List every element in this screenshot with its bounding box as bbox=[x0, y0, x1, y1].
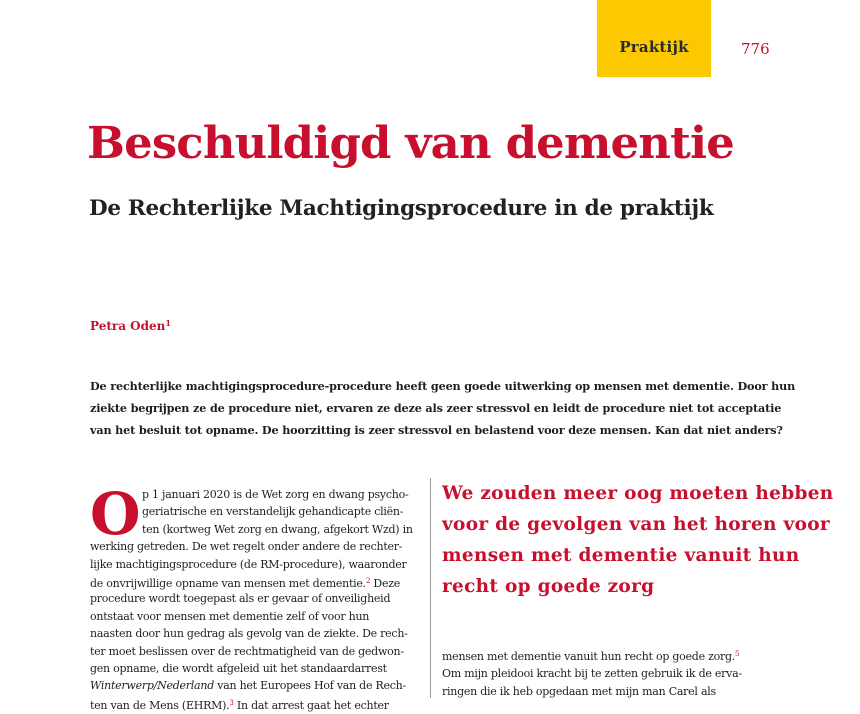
body-text: ten van de Mens (EHRM). bbox=[90, 698, 230, 712]
body-line: werking getreden. De wet regelt onder andere de rechter- bbox=[90, 540, 403, 554]
case-citation: Winterwerp/Nederland bbox=[90, 679, 214, 693]
section-tab bbox=[597, 0, 711, 77]
body-text: Deze bbox=[370, 576, 401, 590]
body-line: ontstaat voor mensen met dementie zelf of voor hun bbox=[90, 609, 370, 623]
pull-quote-line: mensen met dementie vanuit hun bbox=[442, 545, 800, 566]
author-name: Petra Oden bbox=[90, 319, 166, 333]
body-text: In dat arrest gaat het echter bbox=[236, 698, 389, 712]
body-line: gen opname, die wordt afgeleid uit het standaardarrest bbox=[90, 661, 387, 675]
body-text: mensen met dementie vanuit hun recht op goede zorg. bbox=[442, 650, 736, 663]
body-line: naasten door hun gedrag als gevolg van de ziekte. De rech- bbox=[90, 627, 408, 641]
pull-quote-line: We zouden meer oog moeten hebben bbox=[442, 483, 834, 504]
footnote-ref-2[interactable]: 2 bbox=[365, 576, 371, 585]
author-footnote-ref[interactable]: 1 bbox=[165, 318, 171, 328]
pull-quote bbox=[442, 478, 842, 602]
column-divider bbox=[430, 478, 431, 698]
page-number: 776 bbox=[741, 40, 770, 58]
body-line: ter moet beslissen over de rechtmatigheid van de gedwon- bbox=[90, 644, 404, 658]
body-line bbox=[90, 677, 418, 694]
body-line bbox=[442, 646, 782, 665]
body-line: Om mijn pleidooi kracht bij te zetten gebruik ik de erva- bbox=[442, 667, 742, 681]
article-subtitle: De Rechterlijke Machtigingsprocedure in de praktijk bbox=[89, 196, 714, 221]
body-column-left bbox=[90, 480, 418, 712]
lead-line: De rechterlijke machtigingsprocedure-procedure heeft geen goede uitwerking op mensen met dementie. Door hun bbox=[90, 379, 796, 393]
body-column-right bbox=[442, 646, 782, 700]
author-byline bbox=[90, 318, 171, 333]
pull-quote-line: voor de gevolgen van het horen voor bbox=[442, 514, 830, 535]
body-text: van het Europees Hof van de Rech- bbox=[217, 679, 406, 693]
body-line: geriatrische en verstandelijk gehandicapte cliën- bbox=[142, 505, 404, 519]
body-line: procedure wordt toegepast als er gevaar of onveiligheid bbox=[90, 592, 391, 606]
body-line: ten (kortweg Wet zorg en dwang, afgekort Wzd) in bbox=[142, 522, 413, 536]
body-line bbox=[90, 695, 418, 712]
body-line: ringen die ik heb opgedaan met mijn man Carel als bbox=[442, 684, 716, 698]
footnote-ref-5[interactable]: 5 bbox=[735, 650, 740, 658]
footnote-ref-3[interactable]: 3 bbox=[229, 698, 234, 707]
drop-cap: O bbox=[90, 480, 141, 548]
body-line: p 1 januari 2020 is de Wet zorg en dwang psycho- bbox=[142, 488, 409, 501]
body-line bbox=[90, 573, 418, 590]
lead-paragraph bbox=[90, 375, 810, 441]
pull-quote-line: recht op goede zorg bbox=[442, 576, 655, 597]
body-line: lijke machtigingsprocedure (de RM-procedure), waaronder bbox=[90, 557, 407, 571]
article-title: Beschuldigd van dementie bbox=[87, 118, 734, 169]
section-label: Praktijk bbox=[619, 38, 689, 56]
lead-line: ziekte begrijpen ze de procedure niet, ervaren ze deze als zeer stressvol en leidt de procedure niet tot acceptatie bbox=[90, 401, 782, 415]
lead-line: van het besluit tot opname. De hoorzitting is zeer stressvol en belastend voor deze mensen. Kan dat niet anders? bbox=[90, 423, 783, 437]
body-text: de onvrijwillige opname van mensen met dementie. bbox=[90, 576, 366, 590]
